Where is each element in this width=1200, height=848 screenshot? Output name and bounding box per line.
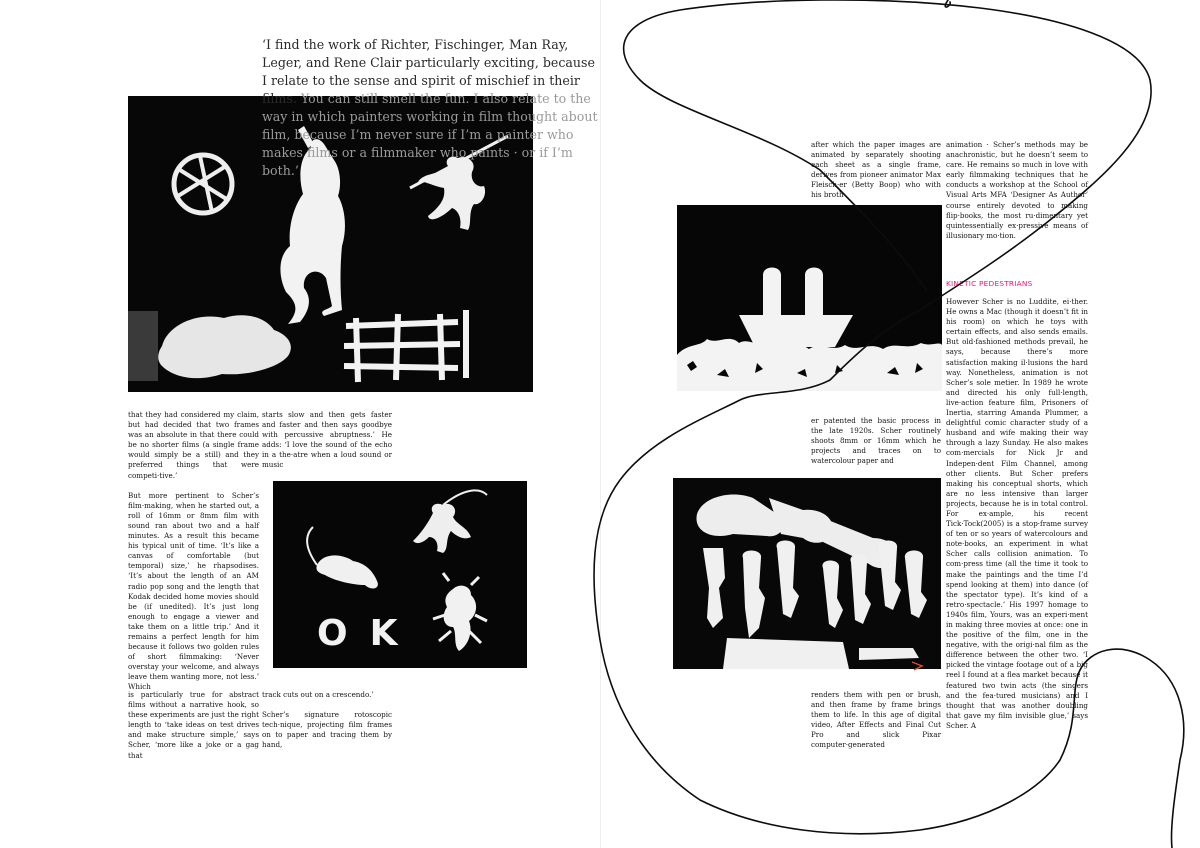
paragraph: animation · Scher’s methods may be anachronistic, but he doesn’t seem to care. He remains so much in love with early filmmaking techniques that he conducts a workshop at the School of Visual Arts MFA ‘Designer As Author’ course entirely devoted to making flip·books, the most ru·dimentary yet quintessentially ex·pressive means of illusionary mo·tion. bbox=[946, 140, 1088, 240]
paragraph: that they had considered my claim, but had decided that two frames was an absolute in that there could be no shorter films (a single frame would simply be a still) and they preferred things that were competi·tive.’ bbox=[128, 410, 259, 480]
paragraph: But more pertinent to Scher’s film·making, when he started out, a roll of 16mm or 8mm film with sound ran about two and a half minutes. As a result this became his typical unit of time. ‘It’s like a canvas of comfortable (but temporal) size,’ he rhapsodises. ‘It’s about the length of an AM radio pop song and the length that Kodak decided home movies should be (if unedited). It’s just long enough to engage a viewer and take them on a little trip.’ And it remains a perfect length for him because it follows two golden rules of short filmmaking: ‘Never overstay your welcome, and always leave them wanting more, not less.’ Which bbox=[128, 490, 259, 692]
pull-quote-dark: ‘I find the work of Richter, Fischinger, Man Ray, Leger, and Rene Clair particularly exciting, because I relate to the sense and spirit of mischief in their films. bbox=[262, 37, 595, 106]
right-column-1 bbox=[811, 140, 941, 201]
page-gutter bbox=[600, 0, 601, 848]
film-still-boat-photo bbox=[677, 205, 942, 391]
right-column-1-bottom bbox=[811, 690, 941, 751]
paragraph: renders them with pen or brush, and then frame by frame brings them to life. In this age of digital video, After Effects and Final Cut Pro and slick Pixar computer·generated bbox=[811, 690, 941, 750]
left-column-2 bbox=[262, 410, 392, 471]
paragraph: starts slow and then gets faster and faster and then says goodbye with percussive abruptness.’ He adds: ‘I love the sound of the echo in a the·atre when a loud sound or music bbox=[262, 410, 392, 470]
pull-quote-faded: You can still smell the fun. I also relate to the way in which painters working in film thought about film, because I’m never sure if I’m a painter who makes films or a filmmaker who paints · or if I’m both.’ bbox=[262, 91, 598, 178]
keys-figure bbox=[673, 478, 941, 669]
left-column-2-bottom bbox=[262, 690, 392, 750]
paragraph: is particularly true for abstract films without a narrative hook, so these experiments are just the right length to ‘take ideas on test drives and make structure simple,’ says Scher, ‘more like a joke or a gag that bbox=[128, 690, 259, 760]
right-column-2 bbox=[946, 140, 1088, 241]
right-column-1-mid bbox=[811, 416, 941, 466]
section-subhead: KINETIC PEDESTRIANS bbox=[946, 279, 1033, 288]
left-column-1 bbox=[128, 410, 259, 693]
paragraph: Scher’s signature rotoscopic tech·nique, projecting film frames on to paper and tracing them by hand, bbox=[262, 710, 392, 750]
boat-figure bbox=[677, 205, 942, 391]
right-column-2-bottom bbox=[946, 297, 1088, 731]
left-column-1-bottom bbox=[128, 690, 259, 761]
paragraph: er patented the basic process in the late 1920s. Scher routinely shoots 8mm or 16mm which he projects and traces on to watercolour paper and bbox=[811, 416, 941, 466]
film-still-keys-photo bbox=[673, 478, 941, 669]
paragraph: However Scher is no Luddite, ei·ther. He owns a Mac (though it doesn’t fit in his room) on which he toys with certain effects, and also sends emails. But old·fashioned methods prevail, he says, because there’s more satisfaction making il·lusions the hard way. Nonetheless, animation is not Scher’s sole metier. In 1989 he wrote and directed his only full·length, live·action feature film, Prisoners of Inertia, starring Amanda Plummer, a delightful comic character study of a husband and wife making their way through a lazy Sunday. He also makes com·mercials for Nick Jr and Indepen·dent Film Channel, among other clients. But Scher prefers making his conceptual shorts, which are no less intensive than larger projects, because he is in total control. For ex·ample, his recent Tick·Tock(2005) is a stop·frame survey of ten or so years of watercolours and note·books, an experiment in what Scher calls collision animation. To com·press time (all the time it took to make the paintings and the time I’d spend looking at them) into dance (of the spectator type). It’s kind of a retro·spectacle.’ His 1997 homage to 1940s film, Yours, was an experi·ment in making three movies at once: one in the positive of the film, one in the negative, with the origi·nal film as the difference between the other two. ‘I picked the vintage footage out of a big reel I found at a flea market because it featured two twin acts (the singers and the fea·tured musicians) and I thought that was another doubling that gave my film invisible glue,’ says Scher. A bbox=[946, 297, 1088, 730]
film-still-animals-ok-photo bbox=[273, 481, 527, 668]
animals-ok-figure bbox=[273, 481, 527, 668]
ok-letters: OK bbox=[317, 613, 420, 654]
paragraph: after which the paper images are animated by separately shooting each sheet as a single frame, derives from pioneer animator Max Fleisch·er (Betty Boop) who with his broth· bbox=[811, 140, 941, 200]
paragraph: track cuts out on a crescendo.’ bbox=[262, 690, 374, 699]
pull-quote bbox=[262, 36, 600, 180]
